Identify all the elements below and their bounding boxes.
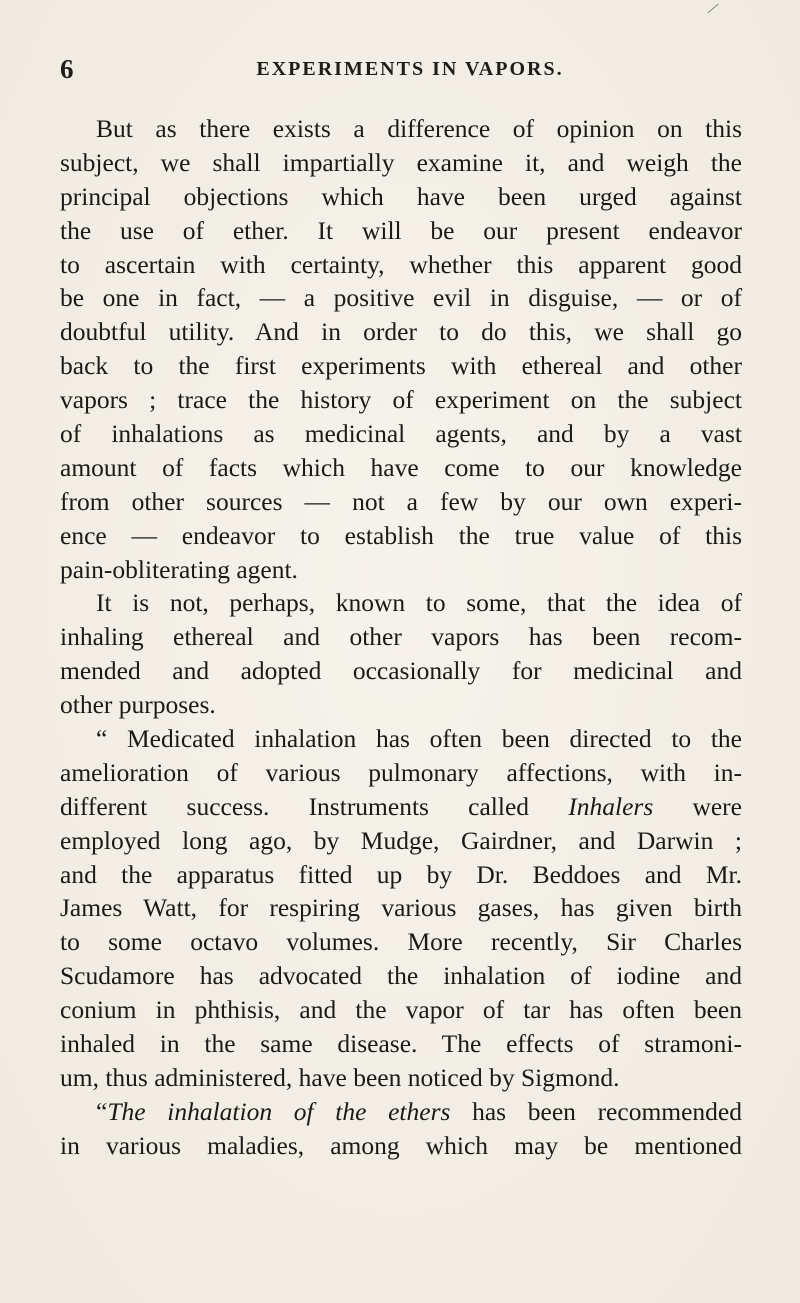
- text-line: [60, 1095, 742, 1129]
- text-segment: um, thus administered, have been noticed by Sigmond.: [60, 1062, 620, 1092]
- text-segment: vapors ; trace the history of experiment on the subject: [60, 385, 742, 415]
- text-segment: James Watt, for respiring various gases, has given birth: [60, 893, 742, 923]
- text-segment: in various maladies, among which may be mentioned: [60, 1130, 742, 1160]
- text-segment: of inhalations as medicinal agents, and by a vast: [60, 419, 742, 449]
- text-segment: conium in phthisis, and the vapor of tar has often been: [60, 995, 742, 1025]
- text-segment: be one in fact, — a positive evil in disguise, — or of: [60, 283, 742, 313]
- text-segment: pain-obliterating agent.: [60, 554, 298, 584]
- text-line: [60, 349, 742, 383]
- text-line: [60, 891, 742, 925]
- text-line: [60, 248, 742, 282]
- italic-segment: The inhalation of the ethers: [107, 1096, 451, 1126]
- text-segment: inhaling ethereal and other vapors has been recom-: [60, 622, 742, 652]
- running-head: [60, 52, 740, 86]
- text-segment: amount of facts which have come to our knowledge: [60, 452, 742, 482]
- text-segment: “ Medicated inhalation has often been directed to the: [96, 724, 742, 754]
- text-segment: and the apparatus fitted up by Dr. Beddoes and Mr.: [60, 859, 742, 889]
- text-line: [60, 485, 742, 519]
- italic-segment: Inhalers: [568, 791, 654, 821]
- text-line: [60, 925, 742, 959]
- text-segment: doubtful utility. And in order to do this, we shall go: [60, 317, 742, 347]
- text-line: [60, 1061, 742, 1095]
- text-segment: subject, we shall impartially examine it, and weigh the: [60, 147, 742, 177]
- text-line: [60, 553, 742, 587]
- text-segment: from other sources — not a few by our own experi-: [60, 486, 742, 516]
- text-segment: back to the first experiments with ethereal and other: [60, 351, 742, 381]
- text-line: [60, 281, 742, 315]
- text-line: [60, 959, 742, 993]
- text-segment: But as there exists a difference of opinion on this: [96, 114, 742, 143]
- text-segment: were: [653, 791, 742, 821]
- text-line: [60, 146, 742, 180]
- text-line: [60, 315, 742, 349]
- text-segment: It is not, perhaps, known to some, that the idea of: [96, 588, 742, 618]
- text-segment: ence — endeavor to establish the true value of this: [60, 520, 742, 550]
- corner-mark: [707, 4, 718, 14]
- text-segment: mended and adopted occasionally for medicinal and: [60, 656, 742, 686]
- text-line: [60, 519, 742, 553]
- text-line: [60, 180, 742, 214]
- text-line: [60, 756, 742, 790]
- text-line: [60, 688, 742, 722]
- text-line: [60, 214, 742, 248]
- text-line: [60, 993, 742, 1027]
- text-segment: “: [96, 1096, 108, 1126]
- text-line: [60, 620, 742, 654]
- text-line: [60, 858, 742, 892]
- text-line: [60, 451, 742, 485]
- text-segment: inhaled in the same disease. The effects of stramoni-: [60, 1029, 742, 1059]
- text-line: [60, 790, 742, 824]
- text-segment: amelioration of various pulmonary affections, with in-: [60, 757, 742, 787]
- text-line: [60, 417, 742, 451]
- text-line: [60, 722, 742, 756]
- text-line: [60, 112, 742, 146]
- page-number: 6: [60, 54, 74, 84]
- text-segment: the use of ether. It will be our present endeavor: [60, 215, 742, 245]
- text-segment: has been recommended: [450, 1096, 742, 1126]
- text-line: [60, 1129, 742, 1163]
- text-segment: to ascertain with certainty, whether this apparent good: [60, 249, 742, 279]
- text-segment: employed long ago, by Mudge, Gairdner, and Darwin ;: [60, 825, 742, 855]
- text-segment: other purposes.: [60, 690, 216, 720]
- text-line: [60, 824, 742, 858]
- text-line: [60, 1027, 742, 1061]
- text-segment: different success. Instruments called: [60, 791, 569, 821]
- body-text: [60, 112, 742, 1163]
- text-segment: to some octavo volumes. More recently, Sir Charles: [60, 927, 742, 957]
- text-line: [60, 654, 742, 688]
- text-line: [60, 586, 742, 620]
- text-line: [60, 383, 742, 417]
- text-segment: Scudamore has advocated the inhalation of iodine and: [60, 961, 742, 991]
- text-segment: principal objections which have been urged against: [60, 181, 742, 211]
- running-title: EXPERIMENTS IN VAPORS.: [256, 58, 564, 80]
